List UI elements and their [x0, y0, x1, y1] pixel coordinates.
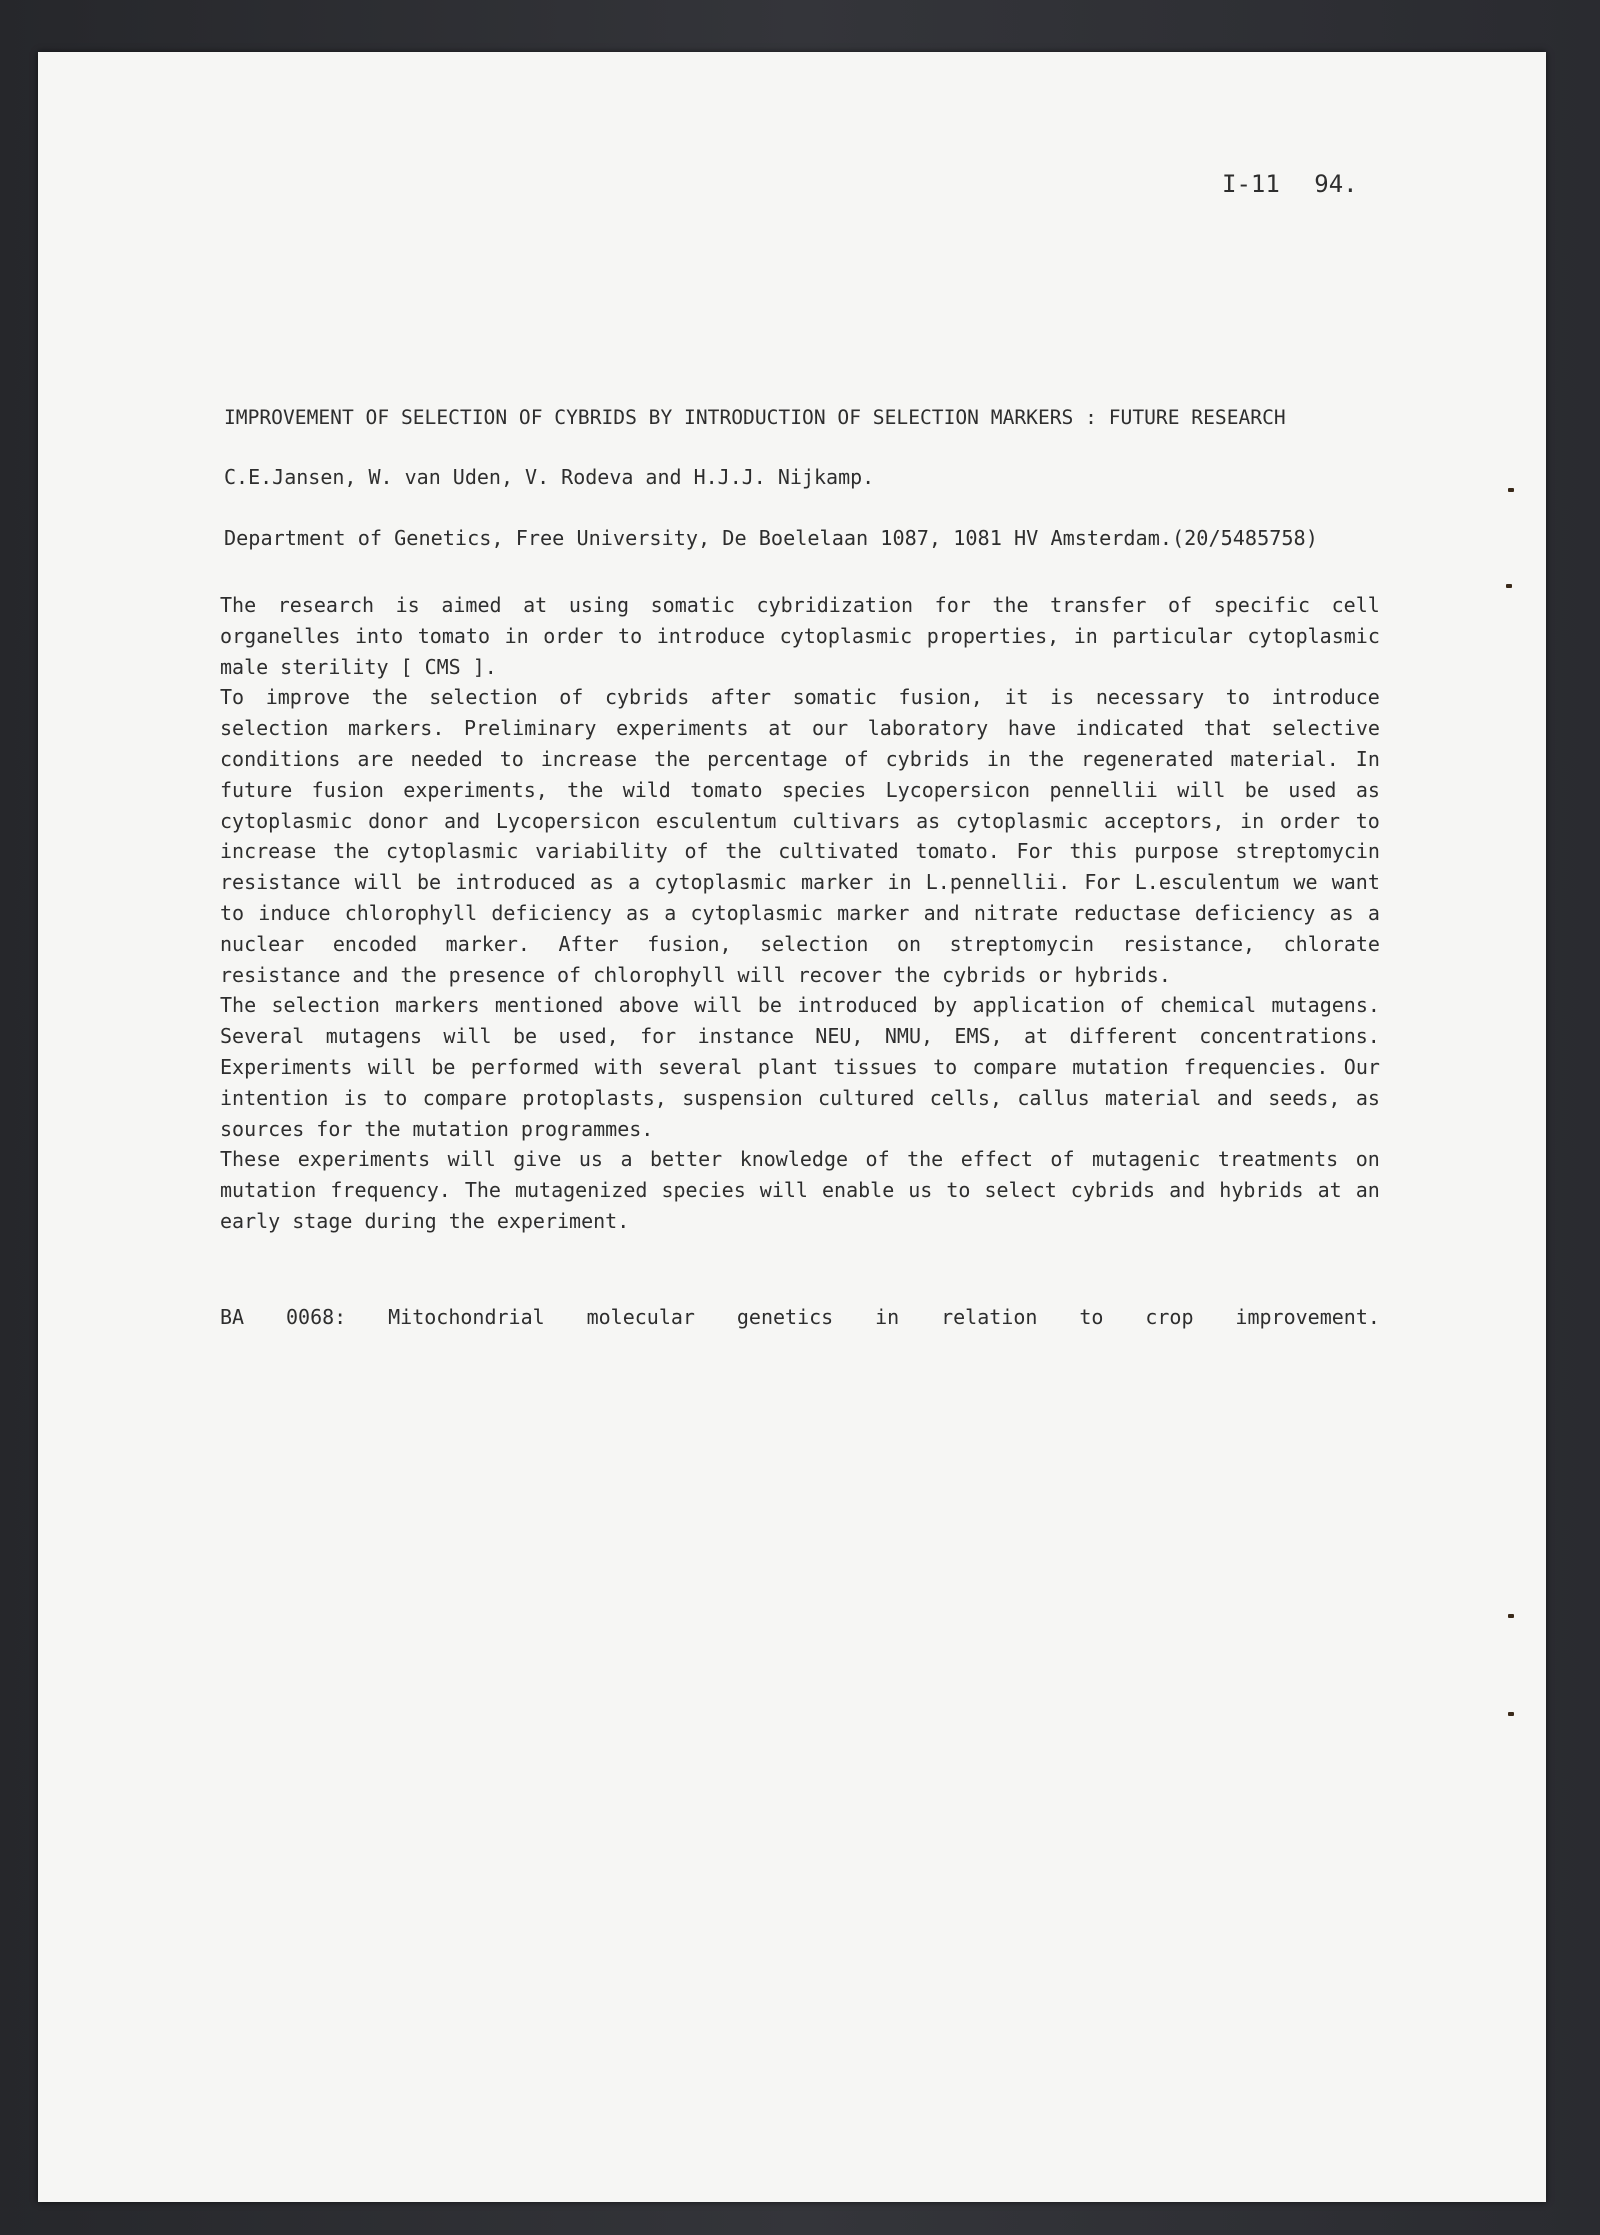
- scan-speck: [1508, 1614, 1514, 1618]
- body-line: cytoplasmic donor and Lycopersicon esculentum cultivars as cytoplasmic acceptors, in order to: [220, 808, 1380, 833]
- scan-speck: [1508, 1712, 1514, 1716]
- document-page: [38, 52, 1546, 2202]
- authors-line: C.E.Jansen, W. van Uden, V. Rodeva and H.J.J. Nijkamp.: [224, 465, 875, 489]
- body-line: Experiments will be performed with several plant tissues to compare mutation frequencies. Our: [220, 1054, 1380, 1079]
- body-line: selection markers. Preliminary experiments at our laboratory have indicated that selective: [220, 716, 1380, 741]
- body-line: resistance will be introduced as a cytoplasmic marker in L.pennellii. For L.esculentum we want: [220, 870, 1380, 895]
- scan-speck: [1506, 584, 1512, 588]
- body-line: To improve the selection of cybrids after somatic fusion, it is necessary to introduce: [220, 685, 1380, 710]
- project-reference-line: BA 0068: Mitochondrial molecular genetics in relation to crop improvement.: [220, 1305, 1380, 1329]
- body-line: resistance and the presence of chlorophyll will recover the cybrids or hybrids.: [220, 962, 1171, 987]
- body-line: mutation frequency. The mutagenized species will enable us to select cybrids and hybrids at an: [220, 1178, 1380, 1203]
- scan-speck: [1508, 488, 1514, 492]
- body-line: The selection markers mentioned above will be introduced by application of chemical mutagens.: [220, 993, 1380, 1018]
- body-line: intention is to compare protoplasts, suspension cultured cells, callus material and seeds, as: [220, 1085, 1380, 1110]
- body-line: nuclear encoded marker. After fusion, selection on streptomycin resistance, chlorate: [220, 931, 1380, 956]
- body-line: to induce chlorophyll deficiency as a cytoplasmic marker and nitrate reductase deficiency as a: [220, 900, 1380, 925]
- body-line: The research is aimed at using somatic cybridization for the transfer of specific cell: [220, 593, 1380, 617]
- body-line: sources for the mutation programmes.: [220, 1116, 654, 1141]
- body-line: early stage during the experiment.: [220, 1208, 630, 1233]
- body-line: conditions are needed to increase the percentage of cybrids in the regenerated material. In: [220, 746, 1380, 771]
- body-line: increase the cytoplasmic variability of the cultivated tomato. For this purpose streptomycin: [220, 839, 1380, 864]
- body-line: organelles into tomato in order to introduce cytoplasmic properties, in particular cytoplasmic: [220, 623, 1380, 648]
- body-line: Several mutagens will be used, for instance NEU, NMU, EMS, at different concentrations.: [220, 1024, 1380, 1049]
- page-number: I-11 94.: [1222, 170, 1358, 198]
- body-line: These experiments will give us a better knowledge of the effect of mutagenic treatments on: [220, 1147, 1380, 1172]
- body-line: male sterility [ CMS ].: [220, 654, 497, 679]
- affiliation-line: Department of Genetics, Free University, De Boelelaan 1087, 1081 HV Amsterdam.(20/5485758): [224, 526, 1318, 550]
- document-title: IMPROVEMENT OF SELECTION OF CYBRIDS BY INTRODUCTION OF SELECTION MARKERS : FUTURE RESEARCH: [224, 406, 1286, 429]
- abstract-body: [220, 590, 1380, 1237]
- body-line: future fusion experiments, the wild tomato species Lycopersicon pennellii will be used as: [220, 777, 1380, 802]
